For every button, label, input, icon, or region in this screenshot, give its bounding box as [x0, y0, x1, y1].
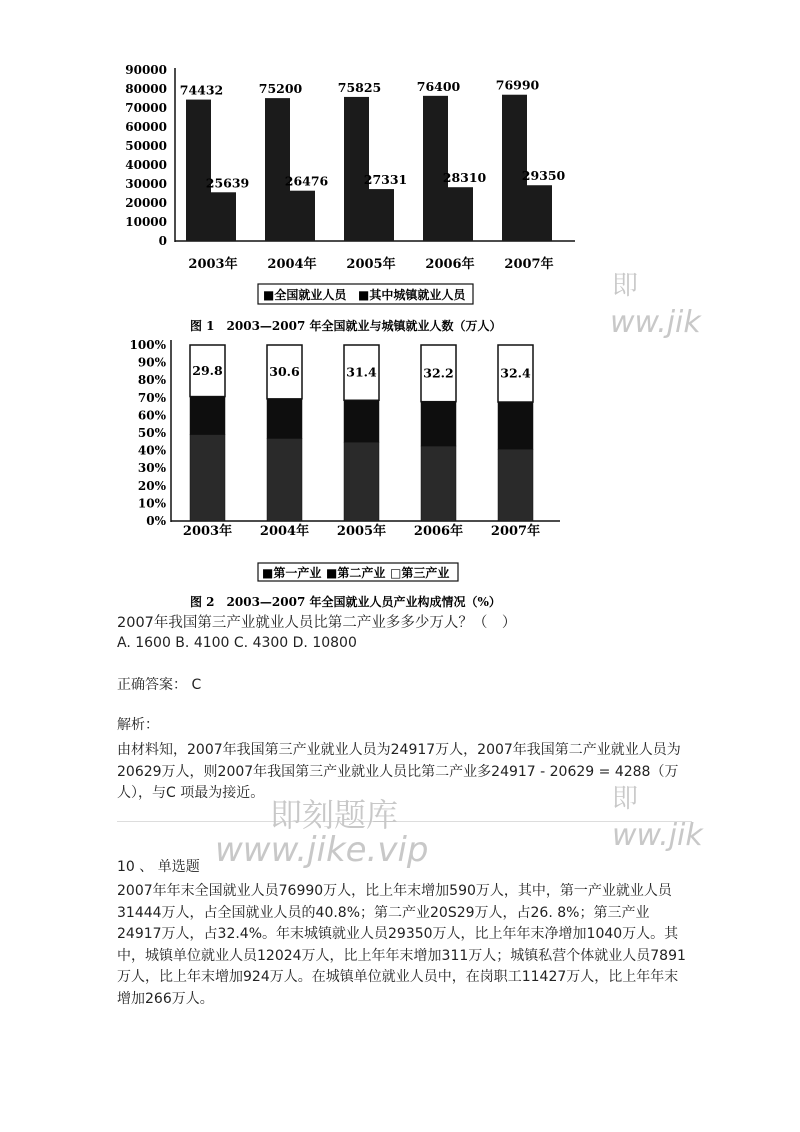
chart1-data-label: 75825	[337, 79, 382, 95]
chart2-bar-segment	[344, 400, 379, 442]
chart2-data-label: 31.4	[346, 364, 377, 380]
chart1-category-label: 2005年	[346, 257, 396, 272]
chart2-y-tick-label: 20%	[137, 478, 166, 493]
chart2-bar-segment	[190, 397, 225, 435]
chart2-bar-segment	[267, 399, 302, 439]
chart2-y-tick-label: 80%	[137, 373, 166, 388]
industry-structure-chart	[130, 338, 560, 609]
chart1-title: 图 1 2003—2007 年全国就业与城镇就业人数（万人）	[190, 319, 502, 333]
chart2-category-label: 2004年	[259, 524, 310, 539]
watermark-brand: 即	[612, 784, 639, 814]
chart2-y-tick-label: 40%	[137, 443, 166, 458]
chart1-category-label: 2006年	[425, 257, 475, 272]
watermark-brand: 即	[612, 271, 639, 301]
chart1-y-tick-label: 40000	[125, 158, 167, 172]
chart1-category-label: 2003年	[188, 257, 238, 272]
chart2-category-label: 2007年	[490, 524, 541, 539]
chart2-legend-item: ■第二产业	[326, 566, 386, 580]
watermark-url: ww.jik	[610, 305, 701, 340]
chart2-category-label: 2006年	[413, 524, 464, 539]
chart1-data-label: 76400	[416, 78, 461, 94]
employment-bar-chart	[125, 63, 575, 333]
chart2-data-label: 29.8	[192, 362, 223, 378]
chart1-data-label: 27331	[363, 172, 408, 188]
chart1-y-tick-label: 70000	[125, 101, 167, 115]
section-divider	[117, 821, 692, 822]
chart1-category-label: 2004年	[267, 257, 317, 272]
chart1-y-tick-label: 10000	[125, 215, 167, 229]
chart2-bar-segment	[421, 402, 456, 446]
chart1-data-label: 25639	[205, 175, 250, 191]
watermark-brand: 即刻题库	[270, 796, 399, 834]
chart1-y-tick-label: 20000	[125, 196, 167, 210]
chart2-y-tick-label: 60%	[137, 408, 166, 423]
correct-answer: 正确答案： C	[117, 677, 202, 693]
chart1-bar-total	[344, 97, 369, 241]
chart1-y-tick-label: 60000	[125, 120, 167, 134]
chart1-bar-total	[423, 96, 448, 241]
analysis-text: 由材料知，2007年我国第三产业就业人员为24917万人，2007年我国第二产业就业人员为20629万人，则2007年我国第三产业就业人员比第二产业多24917 - 20629 = 4288（万人），与C 项最为接近。	[117, 742, 681, 801]
chart2-data-label: 30.6	[269, 363, 300, 379]
analysis-label: 解析：	[117, 717, 159, 733]
chart1-data-label: 28310	[442, 170, 487, 186]
chart2-bar-segment	[267, 438, 302, 521]
chart2-y-tick-label: 70%	[137, 390, 166, 405]
question-header: 10 、 单选题	[117, 859, 200, 875]
chart1-bar-urban	[527, 185, 552, 241]
chart1-legend-item: ■全国就业人员	[263, 288, 347, 302]
chart1-data-label: 75200	[258, 81, 303, 97]
question-options: A. 1600 B. 4100 C. 4300 D. 10800	[117, 635, 357, 651]
chart2-bar-segment	[498, 402, 533, 449]
chart2-y-tick-label: 0%	[146, 514, 166, 528]
chart2-y-tick-label: 10%	[137, 496, 166, 511]
chart1-data-label: 26476	[284, 173, 329, 189]
chart2-legend-item: ■第一产业	[262, 566, 322, 580]
chart2-category-label: 2003年	[182, 524, 233, 539]
chart1-y-tick-label: 30000	[125, 177, 167, 191]
chart2-bar-segment	[344, 442, 379, 521]
chart1-data-label: 29350	[521, 168, 566, 184]
chart1-y-tick-label: 0	[158, 234, 167, 248]
watermark-url: www.jike.vip	[215, 830, 429, 870]
chart2-bar-segment	[498, 449, 533, 521]
chart2-y-tick-label: 30%	[137, 461, 166, 476]
chart1-y-tick-label: 90000	[125, 63, 167, 77]
chart2-y-tick-label: 50%	[137, 426, 166, 440]
chart1-bar-urban	[369, 189, 394, 241]
chart2-bar-segment	[421, 446, 456, 521]
chart1-data-label: 74432	[179, 82, 224, 98]
question-material-text: 2007年年末全国就业人员76990万人，比上年末增加590万人，其中，第一产业就业人员31444万人，占全国就业人员的40.8%；第二产业20S29万人，占26. 8%；第三产业24917万人，占32.4%。年末城镇就业人员29350万人，比上年年末净增加1040万人。其中，城镇单位就业人员12024万人，比上年年末增加311万人；城镇私营个体就业人员7891万人，比上年末增加924万人。在城镇单位就业人员中，在岗职工11427万人，比上年年末增加266万人。	[117, 883, 686, 1007]
question-text: 2007年我国第三产业就业人员比第二产业多多少万人？（ ）	[117, 615, 517, 631]
chart1-category-label: 2007年	[504, 257, 554, 272]
chart2-y-tick-label: 100%	[129, 338, 166, 352]
chart2-category-label: 2005年	[336, 524, 387, 539]
chart2-title: 图 2 2003—2007 年全国就业人员产业构成情况（%）	[190, 595, 501, 609]
chart1-bar-total	[265, 98, 290, 241]
watermark-url: ww.jik	[612, 818, 703, 853]
chart1-y-tick-label: 50000	[125, 139, 167, 153]
chart1-bar-total	[186, 100, 211, 241]
chart1-legend-item: ■其中城镇就业人员	[358, 288, 466, 302]
chart2-data-label: 32.2	[423, 365, 454, 381]
chart2-bar-segment	[190, 435, 225, 521]
chart1-y-tick-label: 80000	[125, 82, 167, 96]
chart1-data-label: 76990	[495, 77, 540, 93]
chart1-bar-urban	[448, 187, 473, 241]
chart2-data-label: 32.4	[500, 365, 531, 381]
chart1-bar-urban	[290, 191, 315, 241]
chart2-y-tick-label: 90%	[137, 355, 166, 370]
chart2-legend-item: □第三产业	[390, 566, 450, 580]
chart1-bar-urban	[211, 192, 236, 241]
